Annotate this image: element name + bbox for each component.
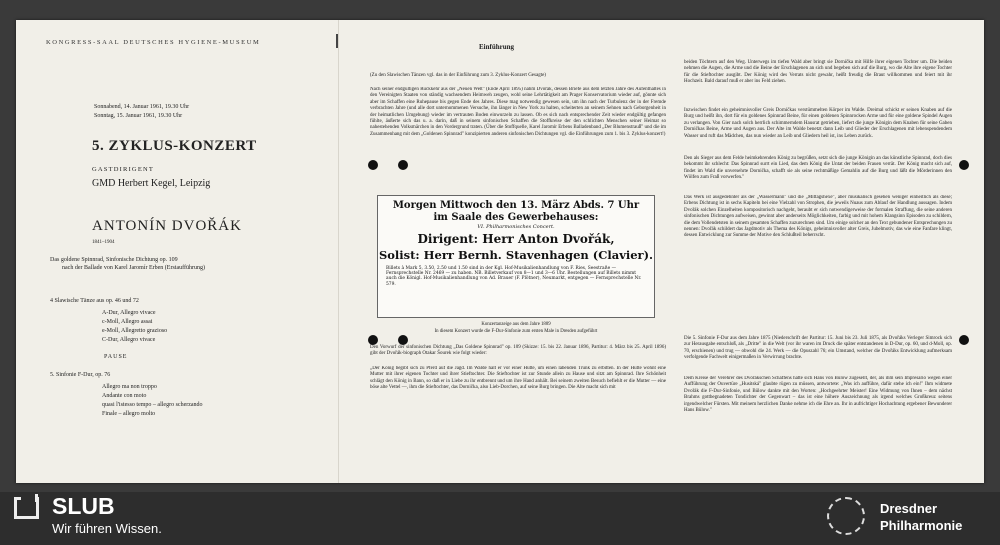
concert-date-2: Sonntag, 15. Januar 1961, 19.30 Uhr <box>94 113 183 119</box>
work-title-3: 5. Sinfonie F-Dur, op. 76 <box>50 372 111 378</box>
intro-paragraph-4: „Der König begibt sich zu Pferd auf die Jagd. Im Walde hält er vor einer Hütte, um einen labenden Trunk zu erbitten. In der Hütte wohnt eine Mutter mit ihrer eigenen Tochter und ihrer Stieftochter. Die Stieftochter ist zur Stunde allein zu Hause und sitzt am Spinnrad. Ihre Schönheit schlägt den König in Bann, so daß er in Liebe zu ihr entbrennt und um ihre Hand anhält. Bei seinem zweiten Besuch befiehlt er die Mutter — eine böse alte Vettel —, ihm die Stieftochter, das Dornička, also Lieb-Dorchen, auf seine Burg bringen. Die Alte macht sich mit <box>370 366 666 391</box>
partner-name-line-2[interactable]: Philharmonie <box>880 518 963 533</box>
philharmonie-logo-icon[interactable] <box>827 497 865 535</box>
punch-hole <box>398 335 408 345</box>
dance-item: e-Moll, Allegretto grazioso <box>102 328 168 334</box>
page-fold <box>338 20 339 483</box>
advert-caption-2: In diesem Konzert wurde die F-Dur-Sinfonie zum ersten Male in Dresden aufgeführt <box>434 329 598 334</box>
intro-paragraph-3: Den Vorwurf der sinfonischen Dichtung „Das Goldene Spinnrad" op. 109 (Skizze: 15. bis 22. Januar 1896, Partitur: 4. März bis 25. April 1896) gibt der Dvořák-biograph Otakar Šourek wie folgt wieder: <box>370 345 666 357</box>
advert-line-2: im Saale des Gewerbehauses: <box>433 212 599 223</box>
advert-conductor: Dirigent: Herr Anton Dvořák, <box>417 232 615 246</box>
intro-paragraph-2: Nach seiner endgültigen Rückkehr aus der „Neuen Welt" (Ende April 1895) nahm Dvořák, dessen Briefe aus dem letzten Jahre des Aufenthaltes in den Vereinigten Staaten von ständig wachsendem Heimweh zeugen, wohl seine Lehrtätigkeit am Prager Konservatorium wieder auf, gönnte sich aber im Schaffen eine Ruhepause bis gegen Ende des Jahres. Diese mag notwendig gewesen sein, um ihn nach der Turbulenz der in der Fremde verbrachten Jahre (und alle dort unternommenen Versuche, ihn länger in New York zu halten, scheiterten an seinem Sehnen nach Geborgenheit in der heimatlichen Umgebung) wieder im vertrauten Boden einwurzeln zu lassen. Ob es sich nach entsprechender Zeit wieder endgültig gefangen fühlte, äußerte sich das u. a. darin, daß in seinem sinfonischen Schaffen die Stoffkreise der den schlichten Menschen seiner Heimat so nahestehenden Volksmärchen in den Vordergrund traten. (Über die Stoffquelle, Karel Jaromír Erbens Balladenband „Der Blumenstrauß" und die im Zusammenhang mit dem „Goldenen Spinnrad" konzipierten anderen sinfonischen Dichtungen vgl. die Einführungen zum 1. bis 3. Zyklus-konzert!) <box>370 87 666 137</box>
movement-item: Allegro ma non troppo <box>102 384 157 390</box>
punch-hole <box>959 160 969 170</box>
guest-conductor-label: GASTDIRIGENT <box>92 166 155 173</box>
advert-line-1: Morgen Mittwoch den 13. März Abds. 7 Uhr <box>392 200 640 211</box>
intro-paragraph-1: (Zu den Slawischen Tänzen vgl. das in der Einführung zum 3. Zyklus-Konzert Gesagte) <box>370 73 546 78</box>
composer-name: ANTONÍN DVOŘÁK <box>92 218 242 234</box>
movement-item: Andante con moto <box>102 393 147 399</box>
dance-item: C-Dur, Allegro vivace <box>102 337 156 343</box>
punch-hole <box>368 335 378 345</box>
movement-item: Finale – allegro molto <box>102 411 156 417</box>
story-paragraph-3: Den als Sieger aus dem Felde heimkehrenden König zu begrüßen, setzt sich die junge Königin an das künstliche Spinnrad, doch dies bekommt ihr schlecht: Das Spinnrad surrt ein Lied, das dem König die Untat der beiden Frauen verrät. Der König macht sich auf, findet im Wald die unversehrte Dornička, schafft sie als seine rechtmäßige Gemahlin auf die Burg und läßt die Mörderinnen den Wölfen zum Fraß vorwerfen." <box>684 156 952 181</box>
slub-logo-icon[interactable] <box>14 497 39 519</box>
partner-name-line-1[interactable]: Dresdner <box>880 501 938 516</box>
story-paragraph-1: beiden Töchtern auf den Weg. Unterwegs im tiefen Wald aber bringt sie Dornička mit Hilfe ihrer eigenen Tochter um. Die beiden nehmen die Augen, die Arme und die Beine der Erschlagenen an sich und begeben sich auf die Burg, wo die Alte ihre eigene Tochter für die Stieftochter ausgibt. Der König wird des Verrats nicht gewahr, heißt freudig die Braut willkommen und feiert mit ihr Hochzeit. Bald darauf muß er aber ins Feld ziehen. <box>684 60 952 85</box>
advert-line-3: VI. Philharmonisches Concert. <box>477 224 555 230</box>
composer-years: 1841–1904 <box>92 240 115 245</box>
punch-hole <box>959 335 969 345</box>
introduction-heading: Einführung <box>479 43 515 51</box>
dance-item: A-Dur, Allegro vivace <box>102 310 156 316</box>
movement-item: quasi l'istesso tempo – allegro scherzando <box>102 402 203 408</box>
dance-item: c-Moll, Allegro assai <box>102 319 153 325</box>
slub-name[interactable]: SLUB <box>52 493 115 519</box>
concert-date-1: Sonnabend, 14. Januar 1961, 19.30 Uhr <box>94 104 190 110</box>
concert-title: 5. ZYKLUS-KONZERT <box>92 138 257 154</box>
venue-heading: KONGRESS-SAAL DEUTSCHES HYGIENE-MUSEUM <box>46 39 261 46</box>
work-subtitle-1: nach der Ballade von Karel Jaromír Erben (Erstaufführung) <box>62 265 206 271</box>
buelow-paragraph: Dem Kreise der Verehrer des Dvořákschen Schaffens hatte sich Hans von Bülow zugesellt, der, als ihm sein Impresario wegen einer Aufführung der Ouvertüre „Husitská" glaubte rügen zu müssen, antwortete: „Was ich aufführe, dafür stehe ich ein!" Ihm widmete Dvořák die F-Dur-Sinfonie, und Bülow dankte mit den Worten: „Hochgeehrter Meister! Eine Widmung von Ihnen – dem nächst Brahms gottbegnadeten Tondichter der Gegenwart – das ist eine höhere Auszeichnung als irgend welches Großkreuz seitens irgendwelcher Fürsten. Mit meinem herzlichen Danke nehme ich die Ehre an. Ihr in aufrichtiger Hochachtung ergebener Bewunderer Hans Bülow." <box>684 376 952 414</box>
analysis-paragraph: Das Werk ist ausgedehnter als der „Wassermann" und die „Mittagshexe", aber musikalisch gesehen weniger einheitlich als diese; Erbens Dichtung ist in sechs Kapiteln bei eine Vielzahl von Strophen, die jeweils Nuaus zum Ablauf der Handlung aussagen. Indem Dvořák solchen Einzelheiten kompositorisch nachgeht, beraubt er sich notwendigerweise der formalen Straffung, die seine anderen sinfonischen Dichtungen aufweisen, gewinnt aber anderseits Möglichkeiten, farbig und mit hohem Klangsinn Episoden zu schildern, die dem Vollendetsten in seinem gesamten Schaffen zuzurechnen sind. Um einige solcher an den Text gebundener Entsprechungen zu nennen: Dvořák schildert das Jagdmotiv als Thema des Königs, geheimnisvoller alter Greis, Jubelmotiv, das wie eine Fanfare klingt, dessen Entwicklung zur Summe der Motive den Schlußteil beherrscht. <box>684 195 952 239</box>
pause-label: PAUSE <box>104 354 128 360</box>
story-paragraph-2: Inzwischen findet ein geheimnisvoller Greis Dorničkas verstümmelten Körper im Walde. Dreimal schickt er seinen Knaben auf die Burg und heißt ihn, dort für ein goldenes Spinnrad Beine, für einen goldenen Spinnrocken Arme und für eine goldene Spindel Augen zu verlangen. Von Gier nach solch herrlich schimmerndem Hausrat getrieben, liefert die junge Königin dem Knaben für seine Gaben Dorničkas Beine, Arme und Augen aus. Der Alte im Walde benetzt dann Leib und Glieder der Erschlagenen mit lebenspendendem Wasser und ruft das Mädchen, das nun wieder an Leib und Gliedern heil ist, ins Leben zurück. <box>684 108 952 139</box>
historic-concert-advert <box>377 195 655 318</box>
advert-caption-1: Konzertanzeige aus dem Jahre 1889 <box>481 322 551 327</box>
advert-soloist: Solist: Herr Bernh. Stavenhagen (Clavier). <box>378 248 654 262</box>
slub-tagline: Wir führen Wissen. <box>52 521 162 536</box>
footer-bar <box>0 492 1000 545</box>
conductor-name: GMD Herbert Kegel, Leipzig <box>92 178 211 189</box>
fold-mark <box>336 34 338 48</box>
work-title-2: 4 Slawische Tänze aus op. 46 und 72 <box>50 298 139 304</box>
work-title-1: Das goldene Spinnrad, Sinfonische Dichtung op. 109 <box>50 257 178 263</box>
symphony-paragraph: Die 5. Sinfonie F-Dur aus dem Jahre 1875 (Niederschrift der Partitur: 15. Juni bis 23. Juli 1875, als Dvořáks Verleger Simrock sich zur Herausgabe entschloß, als „Dritte" in die Welt (vor ihr waren im Druck die später entstandenen in D-Dur, op. 60, und d-Moll, op. 70, erschienen) und trug — obwohl die 24. Werk — die Opuszahl 76; ein Umstand, welcher die Dvořáks Entwicklung aufmerksam verfolgende Fachwelt einigermaßen in Verwirrung brachte. <box>684 336 952 361</box>
advert-ticket-info: Billets à Mark 5, 3.50, 2.50 und 1.50 sind in der Kgl. Hof-Musikalienhandlung von F. Ries, Seestraße — Fernsprechstelle Nr. 2469 — zu haben. NB. Billetverkauf von 8—1 und 3—6 Uhr. Bestellungen auf Billets nimmt auch die Königl. Hof-Musikalienhandlung von Ad. Brauer (F. Plötner), Neumarkt, entgegen — Fernsprechstelle Nr. 579. <box>386 266 642 287</box>
